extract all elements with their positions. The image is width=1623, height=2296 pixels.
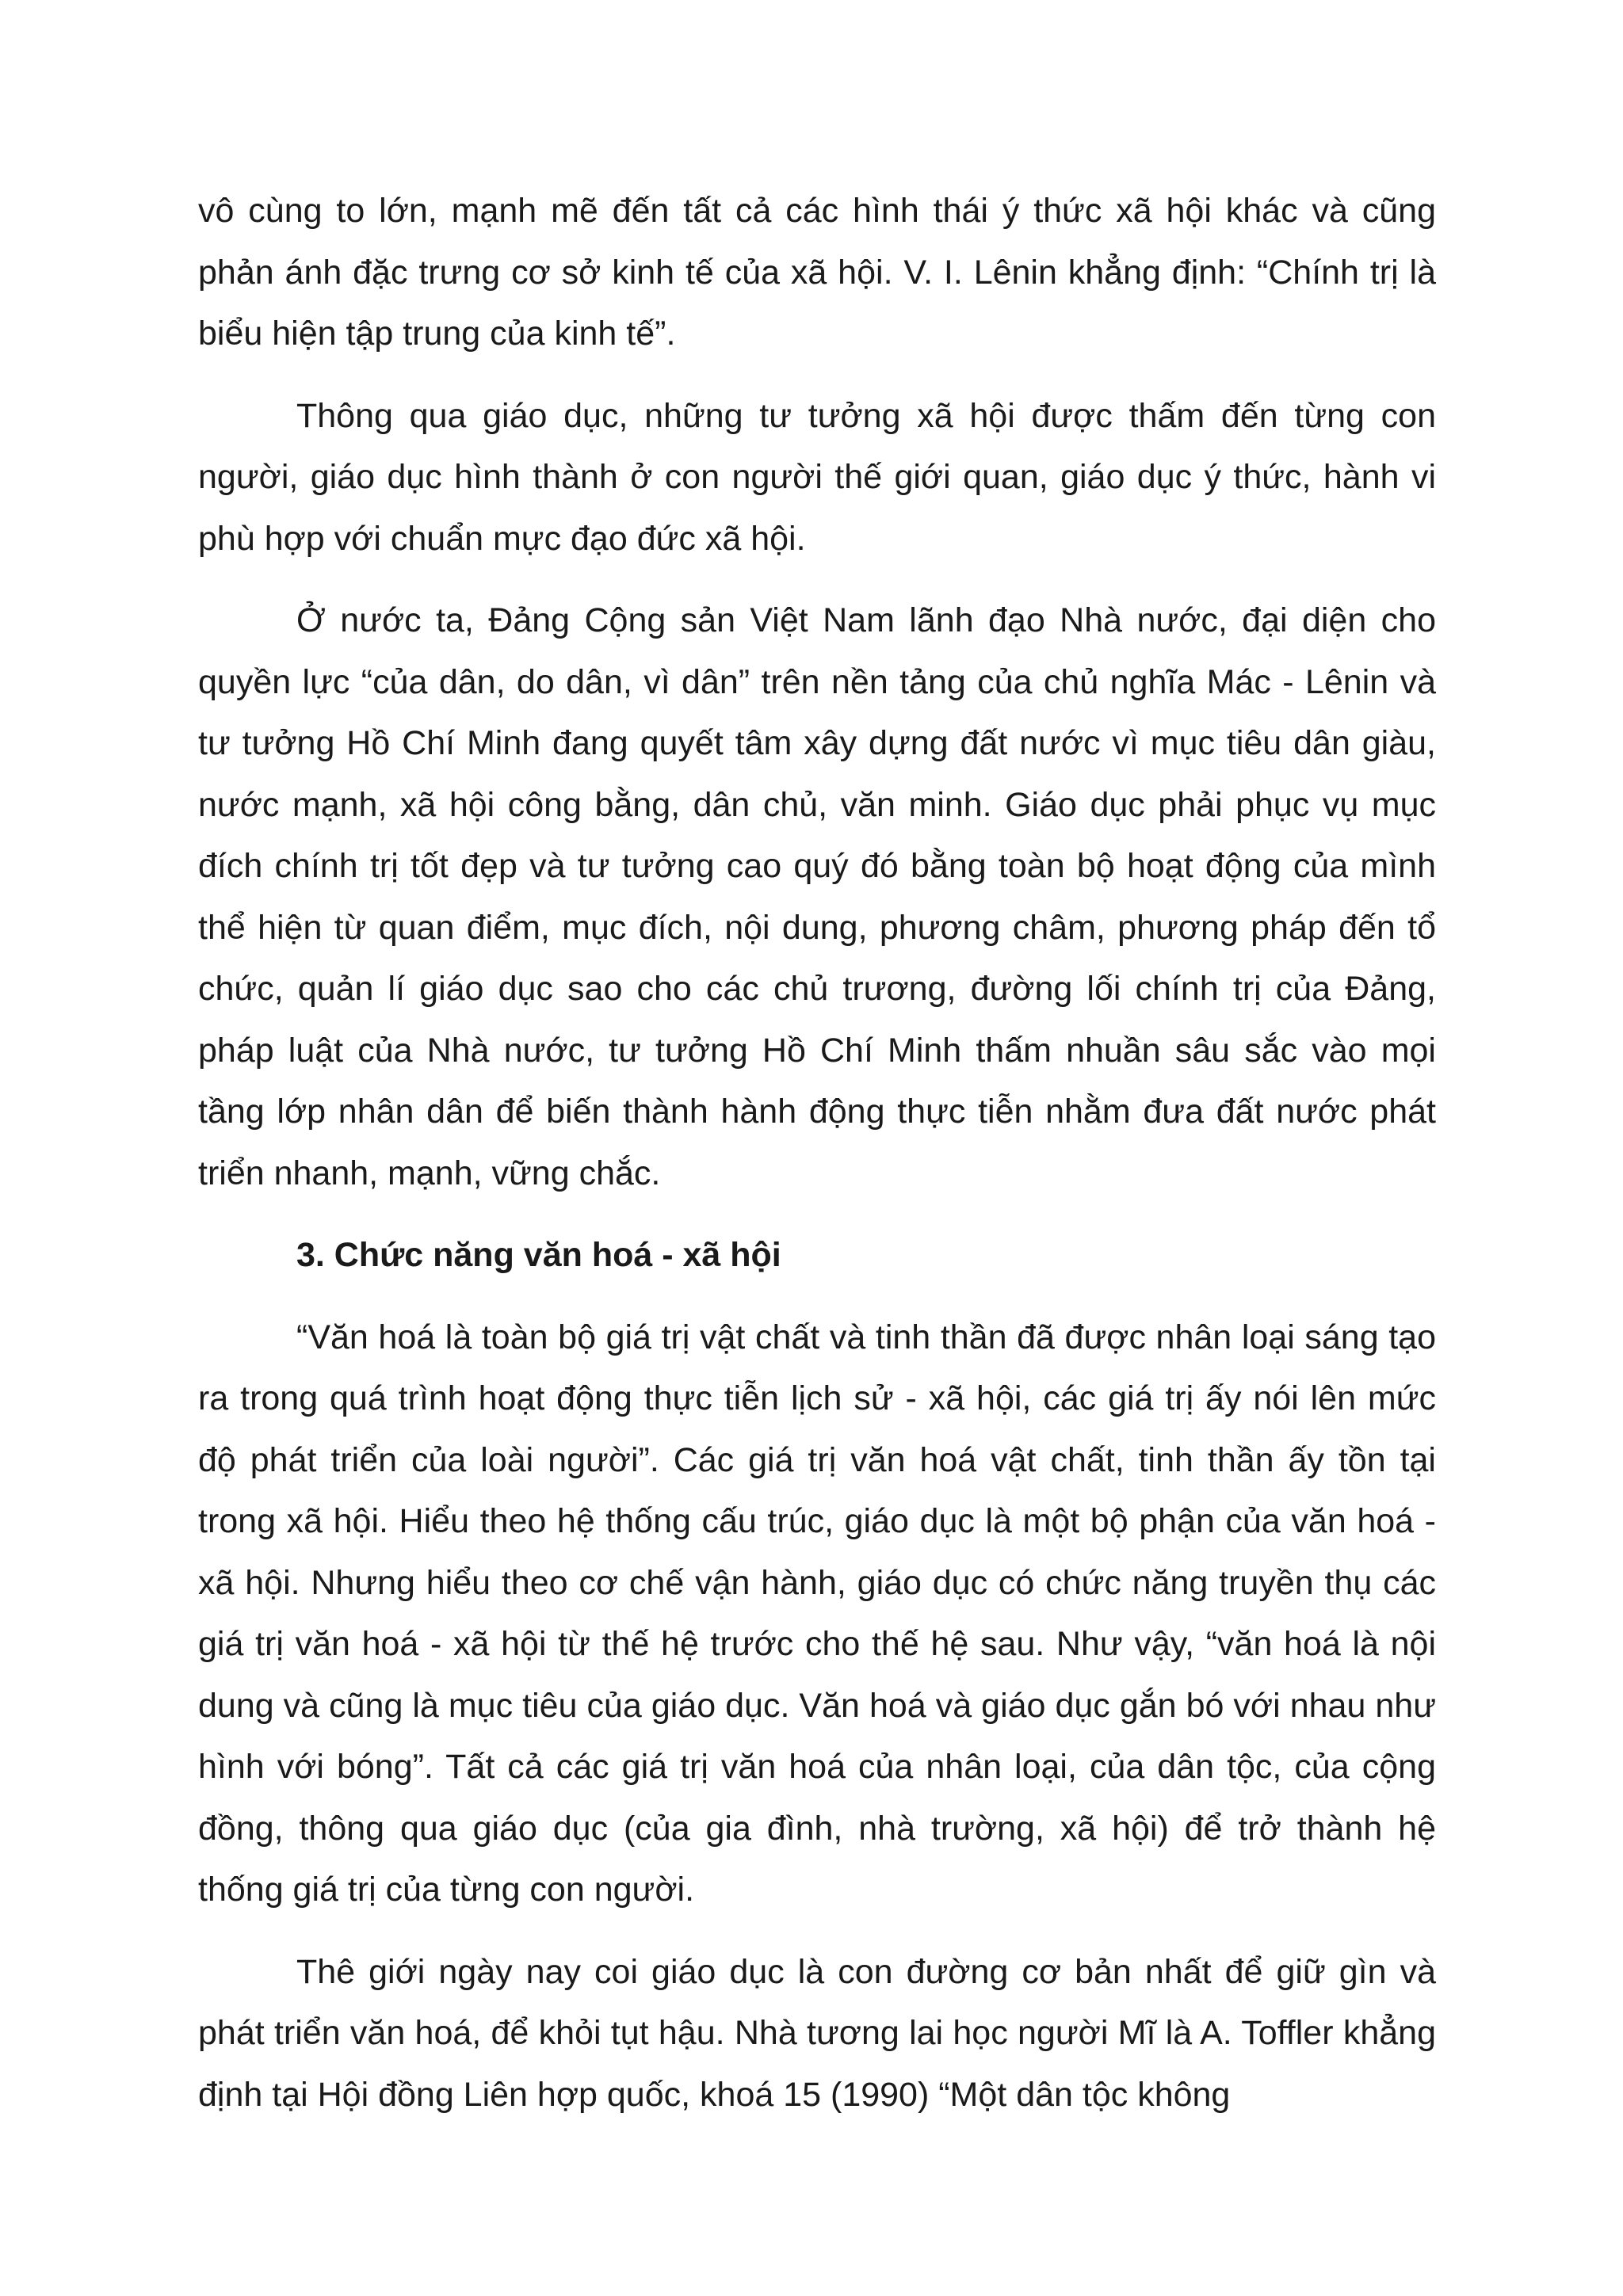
- paragraph-continuation: vô cùng to lớn, mạnh mẽ đến tất cả các hình thái ý thức xã hội khác và cũng phản ánh đặc trưng cơ sở kinh tế của xã hội. V. I. Lênin khẳng định: “Chính trị là biểu hiện tập trung của kinh tế”.: [198, 192, 1436, 353]
- document-page: [198, 181, 1436, 2126]
- paragraph-culture-definition: “Văn hoá là toàn bộ giá trị vật chất và tinh thần đã được nhân loại sáng tạo ra trong quá trình hoạt động thực tiễn lịch sử - xã hội, các giá trị ấy nói lên mức độ phát triển của loài người”. Các giá trị văn hoá vật chất, tinh thần ấy tồn tại trong xã hội. Hiểu theo hệ thống cấu trúc, giáo dục là một bộ phận của văn hoá - xã hội. Nhưng hiểu theo cơ chế vận hành, giáo dục có chức năng truyền thụ các giá trị văn hoá - xã hội từ thế hệ trước cho thế hệ sau. Như vậy, “văn hoá là nội dung và cũng là mục tiêu của giáo dục. Văn hoá và giáo dục gắn bó với nhau như hình với bóng”. Tất cả các giá trị văn hoá của nhân loại, của dân tộc, của cộng đồng, thông qua giáo dục (của gia đình, nhà trường, xã hội) để trở thành hệ thống giá trị của từng con người.: [198, 1318, 1436, 1909]
- paragraph-vietnam-politics: Ở nước ta, Đảng Cộng sản Việt Nam lãnh đạo Nhà nước, đại diện cho quyền lực “của dân, do dân, vì dân” trên nền tảng của chủ nghĩa Mác - Lênin và tư tưởng Hồ Chí Minh đang quyết tâm xây dựng đất nước vì mục tiêu dân giàu, nước mạnh, xã hội công bằng, dân chủ, văn minh. Giáo dục phải phục vụ mục đích chính trị tốt đẹp và tư tưởng cao quý đó bằng toàn bộ hoạt động của mình thể hiện từ quan điểm, mục đích, nội dung, phương châm, phương pháp đến tổ chức, quản lí giáo dục sao cho các chủ trương, đường lối chính trị của Đảng, pháp luật của Nhà nước, tư tưởng Hồ Chí Minh thấm nhuần sâu sắc vào mọi tầng lớp nhân dân để biến thành hành động thực tiễn nhằm đưa đất nước phát triển nhanh, mạnh, vững chắc.: [198, 601, 1436, 1192]
- paragraph-education-thought: Thông qua giáo dục, những tư tưởng xã hội được thấm đến từng con người, giáo dục hình thành ở con người thế giới quan, giáo dục ý thức, hành vi phù hợp với chuẩn mực đạo đức xã hội.: [198, 396, 1436, 558]
- paragraph-world-education: Thê giới ngày nay coi giáo dục là con đường cơ bản nhất để giữ gìn và phát triển văn hoá, để khỏi tụt hậu. Nhà tương lai học người Mĩ là A. Toffler khẳng định tại Hội đồng Liên hợp quốc, khoá 15 (1990) “Một dân tộc không: [198, 1952, 1436, 2114]
- section-heading: 3. Chức năng văn hoá - xã hội: [296, 1236, 781, 1274]
